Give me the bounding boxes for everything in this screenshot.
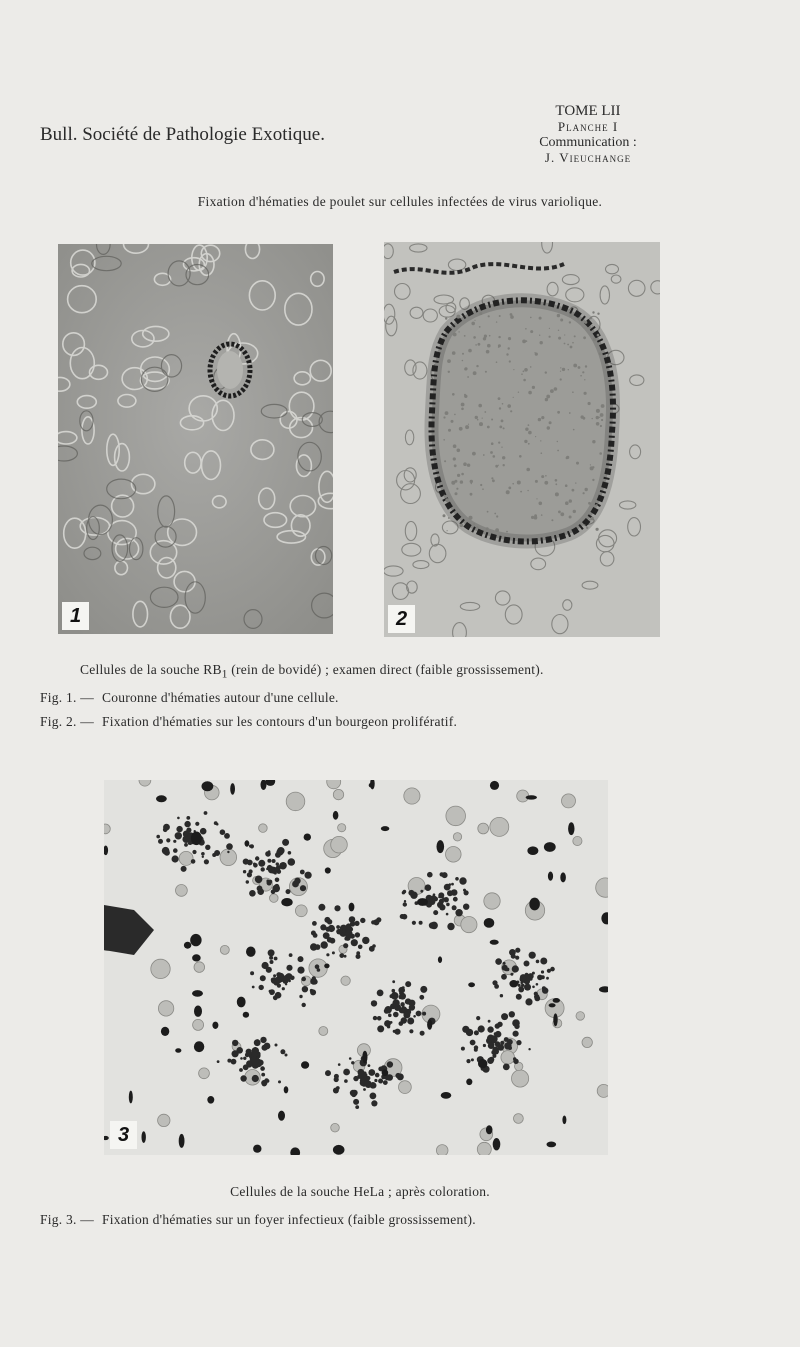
figure-1-number: 1 <box>62 602 89 630</box>
communication-label: Communication : <box>539 135 637 151</box>
author-name: J. Vieuchange <box>544 150 632 166</box>
figure-3-photo <box>104 780 608 1155</box>
caption-figure-3-label: Fig. 3. — <box>40 1212 95 1227</box>
caption-figure-2-label: Fig. 2. — <box>40 714 95 729</box>
caption-figure-1 <box>40 690 339 706</box>
micrograph-2-image <box>384 242 660 637</box>
figure-1-photo <box>58 244 333 634</box>
caption-group-1-pre: Cellules de la souche RB <box>80 662 222 677</box>
micrograph-3-image <box>104 780 608 1155</box>
tome-label: TOME LII <box>555 103 621 119</box>
micrograph-1-image <box>58 244 333 634</box>
caption-group-2: Cellules de la souche HeLa ; après coloration. <box>230 1184 490 1199</box>
caption-figure-1-label: Fig. 1. — <box>40 690 95 705</box>
caption-figure-3 <box>40 1212 476 1228</box>
caption-group-1-sub: 1 <box>221 668 228 681</box>
plate-subtitle: Fixation d'hématies de poulet sur cellules infectées de virus variolique. <box>197 194 603 209</box>
caption-group-1 <box>80 662 544 681</box>
figure-3-number: 3 <box>110 1121 137 1149</box>
figure-2-number: 2 <box>388 605 415 633</box>
caption-figure-3-text: Fixation d'hématies sur un foyer infectieux (faible grossissement). <box>102 1212 476 1227</box>
caption-figure-2 <box>40 714 457 730</box>
planche-label: Planche I <box>557 119 619 135</box>
plate-header <box>498 103 678 166</box>
caption-figure-1-text: Couronne d'hématies autour d'une cellule. <box>102 690 339 705</box>
caption-figure-2-text: Fixation d'hématies sur les contours d'un bourgeon prolifératif. <box>102 714 458 729</box>
figure-2-photo <box>384 242 660 637</box>
caption-group-1-post: (rein de bovidé) ; examen direct (faible grossissement). <box>227 662 544 677</box>
journal-title: Bull. Société de Pathologie Exotique. <box>40 124 325 145</box>
